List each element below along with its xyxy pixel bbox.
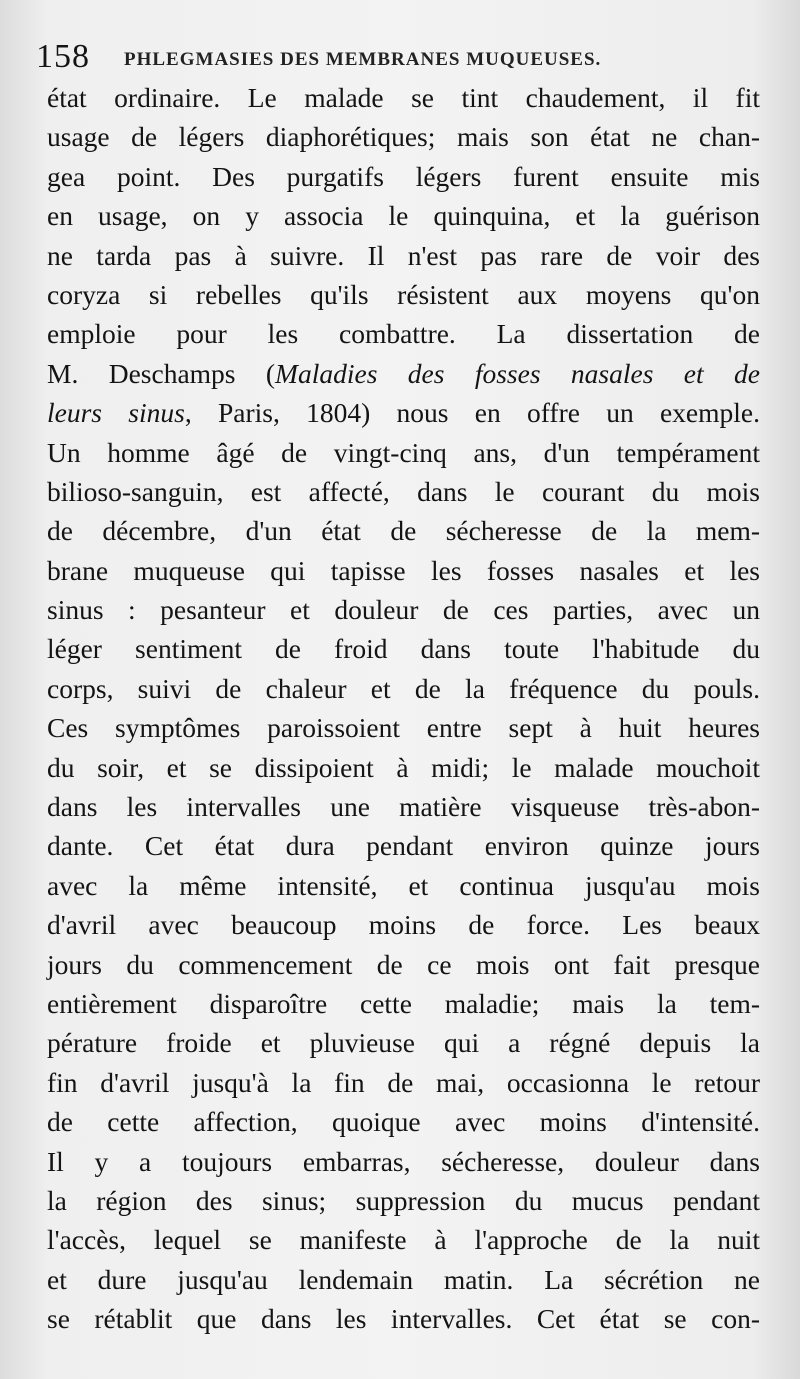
text-line: emploie pour les combattre. La dissertation de	[47, 318, 760, 350]
text-line: se rétablit que dans les intervalles. Cet état se con-	[47, 1303, 760, 1335]
text-line: d'avril avec beaucoup moins de force. Les beaux	[47, 909, 760, 941]
text-line: brane muqueuse qui tapisse les fosses nasales et les	[47, 554, 760, 586]
text-line: dans les intervalles une matière visqueuse très-abon-	[47, 791, 760, 823]
italic-title: leurs sinus	[47, 397, 185, 429]
text-line: en usage, on y associa le quinquina, et la guérison	[47, 200, 760, 232]
text-line: dante. Cet état dura pendant environ quinze jours	[47, 830, 760, 862]
text-line: M. Deschamps (Maladies des fosses nasales et de	[47, 357, 760, 389]
text-line: avec la même intensité, et continua jusqu'au mois	[47, 869, 760, 901]
text-line: de cette affection, quoique avec moins d'intensité.	[47, 1106, 760, 1138]
text-line: de décembre, d'un état de sécheresse de la mem-	[47, 515, 760, 547]
text-line: fin d'avril jusqu'à la fin de mai, occasionna le retour	[47, 1066, 760, 1098]
italic-title: Maladies des fosses nasales et de	[275, 357, 760, 389]
text-line: gea point. Des purgatifs légers furent ensuite mis	[47, 160, 760, 192]
running-title: PHLEGMASIES DES MEMBRANES MUQUEUSES.	[124, 49, 602, 70]
text-line: état ordinaire. Le malade se tint chaudement, il fit	[47, 82, 760, 113]
text-line: Un homme âgé de vingt-cinq ans, d'un tempérament	[47, 436, 760, 468]
text-line: corps, suivi de chaleur et de la fréquence du pouls.	[47, 672, 760, 704]
body-text	[47, 78, 760, 1339]
text-line: Il y a toujours embarras, sécheresse, douleur dans	[47, 1145, 760, 1177]
text-line: bilioso-sanguin, est affecté, dans le courant du mois	[47, 475, 760, 507]
running-header	[36, 38, 760, 78]
text-line: la région des sinus; suppression du mucus pendant	[47, 1184, 760, 1216]
text-line: Ces symptômes paroissoient entre sept à huit heures	[47, 712, 760, 744]
text-line: coryza si rebelles qu'ils résistent aux moyens qu'on	[47, 278, 760, 310]
page-number: 158	[36, 38, 90, 75]
text-line: sinus : pesanteur et douleur de ces parties, avec un	[47, 594, 760, 626]
text-line: l'accès, lequel se manifeste à l'approche de la nuit	[47, 1224, 760, 1256]
text-line: usage de légers diaphorétiques; mais son état ne chan-	[47, 121, 760, 153]
text-line: entièrement disparoître cette maladie; mais la tem-	[47, 987, 760, 1019]
text-line: pérature froide et pluvieuse qui a régné depuis la	[47, 1027, 760, 1059]
text-line: du soir, et se dissipoient à midi; le malade mouchoit	[47, 751, 760, 783]
text-line: jours du commencement de ce mois ont fait presque	[47, 948, 760, 980]
text-line: ne tarda pas à suivre. Il n'est pas rare de voir des	[47, 239, 760, 271]
text-line: léger sentiment de froid dans toute l'habitude du	[47, 633, 760, 665]
text-line: et dure jusqu'au lendemain matin. La sécrétion ne	[47, 1263, 760, 1295]
text-line: leurs sinus, Paris, 1804) nous en offre un exemple.	[47, 397, 760, 429]
